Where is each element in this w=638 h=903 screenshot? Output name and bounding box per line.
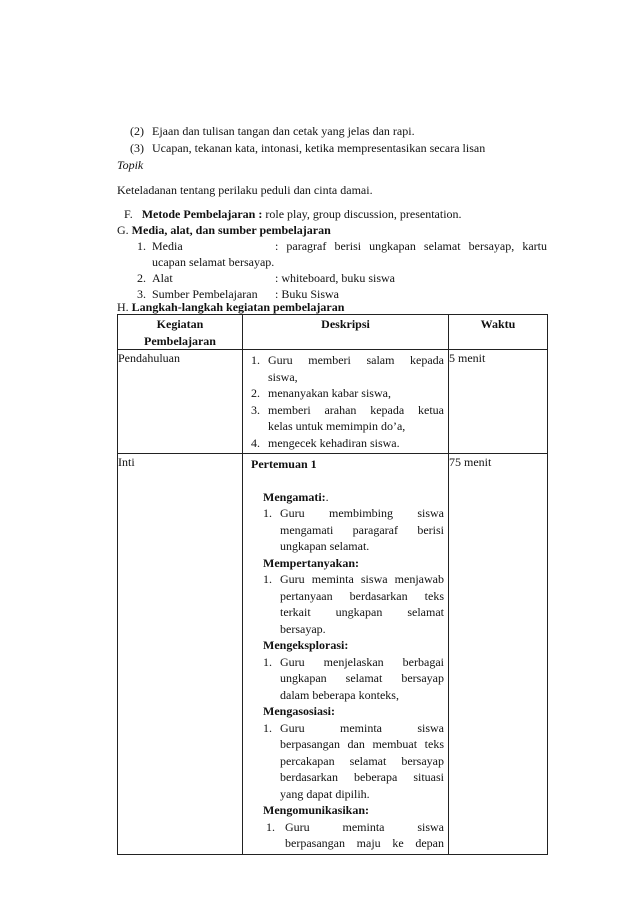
lesson-steps-table: [117, 314, 548, 855]
list-item: 2. menanyakan kabar siswa,: [251, 386, 391, 400]
section-heading: Langkah-langkah kegiatan pembelajaran: [131, 300, 345, 314]
header-kegiatan: Kegiatan Pembelajaran: [118, 315, 243, 350]
list-item: 1. Guru meminta siswa: [263, 720, 444, 735]
mengamati-heading: Mengamati:.: [263, 489, 329, 504]
header-deskripsi: Deskripsi: [243, 315, 449, 350]
table-row: [118, 350, 548, 454]
media-number: 1.: [137, 239, 146, 253]
criteria-item: [130, 140, 485, 157]
criteria-number: (3): [130, 141, 144, 155]
section-text: role play, group discussion, presentation.: [265, 207, 462, 221]
sumber-label: Sumber Pembelajaran: [152, 287, 258, 301]
sumber-value: : Buku Siswa: [275, 287, 340, 301]
section-letter: G.: [117, 223, 129, 237]
table-header-row: [118, 315, 548, 350]
table-row: [118, 454, 548, 855]
topik-label: Topik: [117, 158, 144, 172]
kegiatan-cell: Inti: [118, 454, 243, 855]
section-letter: F.: [124, 207, 133, 221]
header-waktu: Waktu: [449, 315, 548, 350]
section-letter: H.: [117, 300, 129, 314]
list-item: 4. mengecek kehadiran siswa.: [251, 435, 400, 450]
section-g: [117, 222, 331, 239]
deskripsi-cell: 1. Guru memberi salam kepada siswa, 2. menanyakan kabar siswa, 3. memberi arahan kepada ketua kelas untuk memimpin do’a, 4. mengecek kehadiran siswa.: [243, 350, 449, 454]
section-heading: Media, alat, dan sumber pembelajaran: [131, 223, 331, 237]
alat-label: Alat: [152, 271, 173, 285]
list-item: 1. Guru meminta siswa menjawab: [263, 572, 444, 586]
criteria-text: Ejaan dan tulisan tangan dan cetak yang jelas dan rapi.: [152, 124, 415, 138]
list-item: 1. Guru menjelaskan berbagai: [263, 654, 444, 669]
deskripsi-cell: Pertemuan 1 Mengamati:. 1. Guru membimbing siswa mengamati paragaraf berisi ungkapan selamat. Mempertanyakan: 1. Guru meminta siswa menjawab pertanyaan berdasarkan teks terkait ungkapan selamat bersayap. Mengeksplorasi: 1. Guru menjelaskan berbagai ungkapan selamat bersayap dalam beberapa konteks, Mengasosiasi: 1. Guru meminta siswa berpasangan dan membuat teks percakapan selamat bersayap berdasarkan beberapa situasi yang dapat dipilih. Mengomunikasikan: 1. Guru meminta siswa berpasangan maju ke depan: [243, 454, 449, 855]
topik-text: Keteladanan tentang perilaku peduli dan cinta damai.: [117, 183, 373, 197]
criteria-text: Ucapan, tekanan kata, intonasi, ketika mempresentasikan secara lisan: [152, 141, 486, 155]
waktu-cell: 5 menit: [449, 350, 548, 454]
mempertanyakan-heading: Mempertanyakan:: [263, 555, 359, 570]
waktu-cell: 75 menit: [449, 454, 548, 855]
media-value: : paragraf berisi ungkapan selamat bersayap, kartu: [275, 239, 547, 253]
mengasosiasi-heading: Mengasosiasi:: [263, 704, 335, 718]
section-heading: Metode Pembelajaran :: [141, 207, 263, 221]
section-f: [124, 206, 462, 223]
mengeksplorasi-heading: Mengeksplorasi:: [263, 638, 349, 652]
list-item: 1. Guru membimbing siswa: [263, 506, 444, 520]
criteria-number: (2): [130, 124, 144, 138]
pertemuan-heading: Pertemuan 1: [251, 457, 317, 471]
list-item: 1. Guru meminta siswa: [266, 819, 444, 834]
alat-number: 2.: [137, 271, 146, 285]
sumber-number: 3.: [137, 287, 146, 301]
mengomunikasikan-heading: Mengomunikasikan:: [263, 803, 370, 817]
media-label: Media: [152, 239, 183, 253]
kegiatan-cell: Pendahuluan: [118, 350, 243, 454]
media-value-cont: ucapan selamat bersayap.: [152, 255, 275, 269]
alat-value: : whiteboard, buku siswa: [275, 271, 395, 285]
list-item: 1. Guru memberi salam kepada: [251, 353, 444, 367]
list-item: 3. memberi arahan kepada ketua: [251, 402, 444, 417]
criteria-item: [130, 123, 415, 140]
